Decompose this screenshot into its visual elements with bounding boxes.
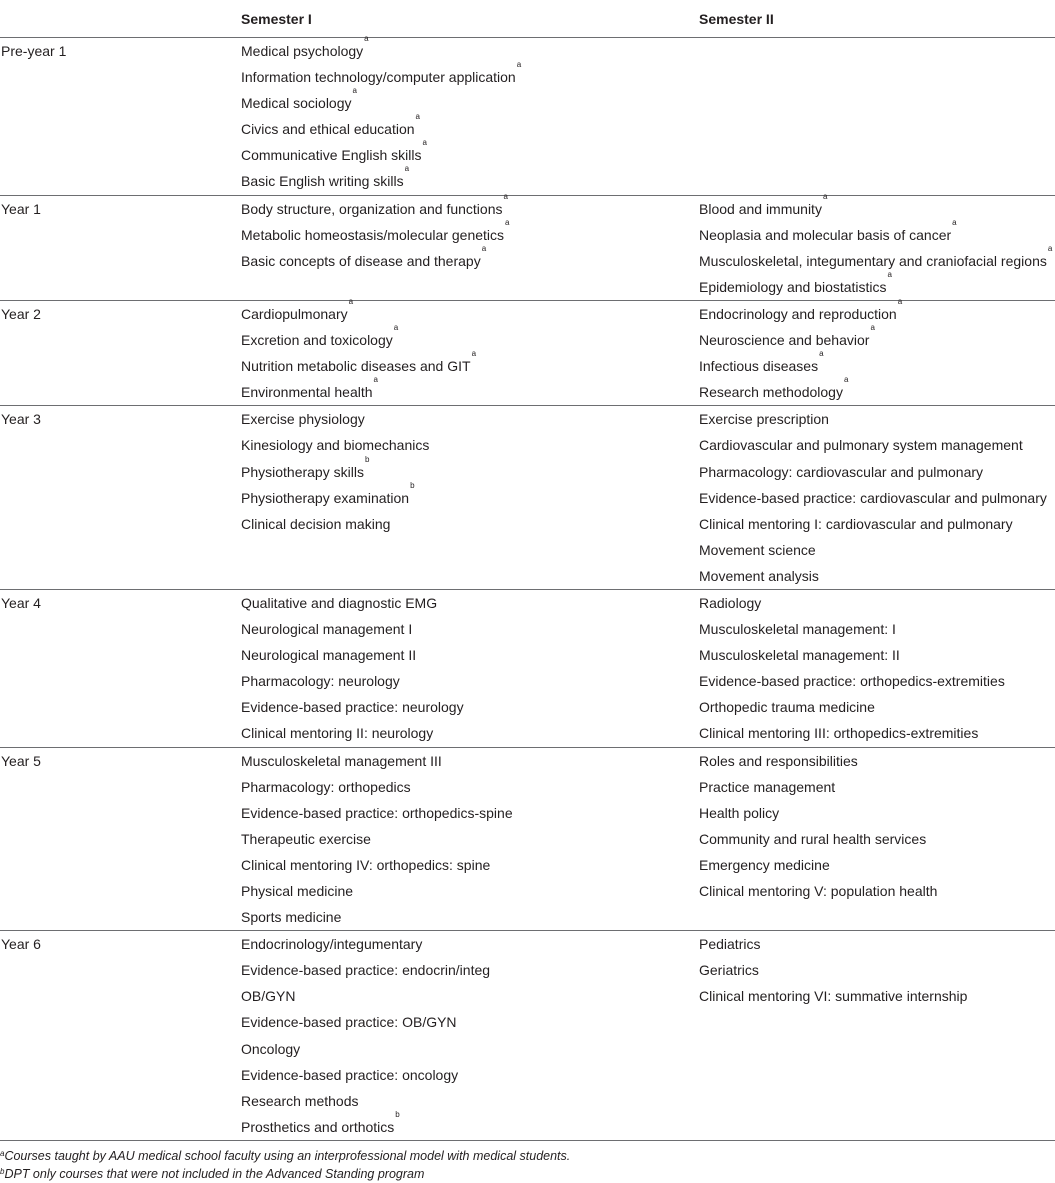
footnote-marker: a [352, 86, 357, 96]
year-label: Year 4 [1, 594, 41, 611]
course-name: Epidemiology and biostatistics [699, 278, 887, 295]
course-name: Orthopedic trauma medicine [699, 699, 875, 716]
course-list [699, 406, 1055, 589]
course-name: Clinical mentoring VI: summative internship [699, 988, 968, 1005]
header-semester-2: Semester II [699, 0, 1055, 38]
course-name: Neoplasia and molecular basis of cancer [699, 226, 952, 243]
footnote [0, 1165, 1055, 1183]
list-item [241, 1062, 699, 1088]
list-item [241, 511, 699, 537]
course-name: Physiotherapy skills [241, 463, 364, 480]
course-name: Research methodology [699, 384, 843, 401]
course-name: Evidence-based practice: endocrin/integ [241, 962, 491, 979]
list-item [241, 852, 699, 878]
list-item [241, 1009, 699, 1035]
year-label: Year 6 [1, 936, 41, 953]
course-list [699, 748, 1055, 905]
list-item [241, 748, 699, 774]
list-item [241, 931, 699, 957]
course-name: Metabolic homeostasis/molecular genetics [241, 226, 505, 243]
list-item [241, 217, 699, 248]
table-body [0, 34, 1055, 1141]
course-name: Cardiopulmonary [241, 305, 348, 322]
footnote-marker: a [897, 296, 903, 306]
list-item [241, 86, 699, 116]
table-row [0, 589, 1055, 747]
list-item [241, 480, 699, 511]
list-item [241, 694, 699, 720]
course-name: Basic English writing skills [241, 173, 404, 190]
list-item [241, 60, 699, 90]
course-name: Practice management [699, 778, 836, 795]
course-list [241, 191, 699, 274]
year-label: Year 5 [1, 752, 41, 769]
course-name: Qualitative and diagnostic EMG [241, 594, 438, 611]
course-name: Sports medicine [241, 909, 342, 926]
table-row [0, 931, 1055, 1141]
course-list [241, 34, 699, 195]
list-item [699, 459, 1055, 485]
list-item [699, 563, 1055, 589]
semester-1-cell [241, 34, 699, 196]
course-list [699, 191, 1055, 300]
course-list [699, 931, 1055, 1009]
course-name: Evidence-based practice: neurology [241, 699, 464, 716]
course-list [241, 590, 699, 747]
course-name: Community and rural health services [699, 830, 927, 847]
year-label: Year 2 [1, 305, 41, 322]
footnote-mark: b [0, 1166, 5, 1176]
course-name: Endocrinology/integumentary [241, 936, 423, 953]
list-item [241, 138, 699, 168]
footnote-marker: a [503, 191, 508, 201]
course-name: Musculoskeletal, integumentary and craniofacial regions [699, 252, 1047, 269]
course-name: Evidence-based practice: oncology [241, 1066, 459, 1083]
course-list [241, 748, 699, 931]
course-name: Emergency medicine [699, 856, 830, 873]
list-item [241, 904, 699, 930]
semester-2-cell [699, 931, 1055, 1141]
course-name: Research methods [241, 1092, 359, 1109]
footnote-marker: a [481, 243, 487, 253]
semester-1-cell [241, 931, 699, 1141]
list-item [699, 590, 1055, 616]
footnote-marker: a [822, 191, 828, 201]
course-name: Roles and responsibilities [699, 752, 858, 769]
course-name: Radiology [699, 594, 762, 611]
semester-1-cell [241, 296, 699, 405]
course-name: Pharmacology: cardiovascular and pulmonary [699, 463, 984, 480]
semester-1-cell [241, 191, 699, 300]
course-name: Evidence-based practice: orthopedics-extremities [699, 673, 1005, 690]
footnote-marker: a [819, 349, 824, 359]
list-item [699, 642, 1055, 668]
course-name: Civics and ethical education [241, 121, 415, 138]
course-name: Musculoskeletal management: II [699, 647, 900, 664]
list-item [241, 1036, 699, 1062]
list-item [699, 269, 1055, 300]
table-row [0, 747, 1055, 931]
semester-1-cell [241, 747, 699, 931]
table-row [0, 406, 1055, 590]
course-name: Clinical mentoring I: cardiovascular and pulmonary [699, 515, 1013, 532]
course-name: Body structure, organization and functions [241, 200, 503, 217]
list-item [241, 826, 699, 852]
semester-2-cell [699, 747, 1055, 931]
course-name: Oncology [241, 1040, 301, 1057]
list-item [699, 296, 1055, 327]
list-item [699, 432, 1055, 458]
list-item [699, 323, 1055, 353]
course-name: Movement analysis [699, 567, 819, 584]
course-name: Evidence-based practice: OB/GYN [241, 1014, 457, 1031]
course-name: Pediatrics [699, 936, 761, 953]
list-item [699, 748, 1055, 774]
course-name: Basic concepts of disease and therapy [241, 252, 481, 269]
list-item [699, 537, 1055, 563]
course-name: Blood and immunity [699, 200, 822, 217]
year-label: Year 3 [1, 411, 41, 428]
course-name: Communicative English skills [241, 147, 422, 164]
footnote-marker: b [395, 1109, 400, 1119]
course-name: Clinical decision making [241, 515, 391, 532]
semester-1-cell [241, 589, 699, 747]
list-item [241, 590, 699, 616]
header-row [0, 0, 1055, 38]
table-footnotes [0, 1141, 1055, 1183]
list-item [699, 485, 1055, 511]
list-item [699, 191, 1055, 222]
list-item [699, 616, 1055, 642]
header-year-column [0, 0, 241, 38]
table-header [0, 0, 1055, 38]
course-name: Environmental health [241, 384, 373, 401]
list-item [241, 1109, 699, 1140]
course-name: Pharmacology: neurology [241, 673, 400, 690]
list-item [241, 720, 699, 746]
footnote-marker: a [422, 138, 427, 148]
footnote-marker: a [471, 349, 477, 359]
list-item [241, 243, 699, 274]
header-semester-1: Semester I [241, 0, 699, 38]
course-name: Evidence-based practice: cardiovascular and pulmonary [699, 489, 1047, 506]
footnote-marker: a [1047, 243, 1053, 253]
list-item [699, 349, 1055, 379]
course-name: Musculoskeletal management: I [699, 621, 896, 638]
course-name: Clinical mentoring II: neurology [241, 725, 434, 742]
list-item [699, 852, 1055, 878]
list-item [241, 164, 699, 194]
list-item [699, 878, 1055, 904]
table-row [0, 300, 1055, 405]
course-name: Infectious diseases [699, 358, 819, 375]
semester-2-cell [699, 406, 1055, 590]
list-item [699, 774, 1055, 800]
list-item [699, 694, 1055, 720]
course-name: Neurological management II [241, 647, 417, 664]
list-item [699, 931, 1055, 957]
list-item [699, 983, 1055, 1009]
list-item [241, 983, 699, 1009]
list-item [699, 957, 1055, 983]
course-name: Musculoskeletal management III [241, 752, 442, 769]
list-item [241, 1088, 699, 1114]
list-item [241, 432, 699, 458]
course-name: Medical sociology [241, 95, 352, 112]
list-item [699, 720, 1055, 746]
footnote-marker: a [516, 60, 522, 70]
footnote-text: Courses taught by AAU medical school faculty using an interprofessional model with medical students. [4, 1148, 571, 1163]
course-name: Geriatrics [699, 962, 759, 979]
list-item [699, 800, 1055, 826]
list-item [241, 323, 699, 353]
footnote-marker: a [415, 112, 420, 122]
year-label: Year 1 [1, 200, 41, 217]
course-name: Physiotherapy examination [241, 489, 410, 506]
footnote-marker: a [404, 164, 410, 174]
footnote-marker: a [505, 217, 510, 227]
list-item [241, 454, 699, 485]
course-name: Endocrinology and reproduction [699, 305, 897, 322]
course-name: Neuroscience and behavior [699, 332, 870, 349]
course-name: Nutrition metabolic diseases and GIT [241, 358, 471, 375]
list-item [699, 406, 1055, 432]
course-name: OB/GYN [241, 988, 296, 1005]
list-item [241, 34, 699, 64]
list-item [241, 878, 699, 904]
course-list [241, 296, 699, 405]
course-name: Health policy [699, 804, 780, 821]
course-name: Neurological management I [241, 621, 413, 638]
course-list [699, 296, 1055, 405]
list-item [699, 668, 1055, 694]
course-name: Movement science [699, 541, 816, 558]
course-name: Therapeutic exercise [241, 830, 371, 847]
list-item [241, 800, 699, 826]
list-item [241, 957, 699, 983]
course-name: Information technology/computer application [241, 69, 516, 86]
footnote-text: DPT only courses that were not included in the Advanced Standing program [4, 1166, 425, 1181]
list-item [241, 112, 699, 142]
list-item [241, 191, 699, 222]
footnote-marker: a [373, 375, 378, 385]
course-list [241, 931, 699, 1140]
footnote-marker: a [870, 323, 875, 333]
course-list [699, 590, 1055, 747]
list-item [241, 406, 699, 432]
footnote-marker: a [393, 323, 399, 333]
list-item [699, 217, 1055, 248]
footnote-marker: a [843, 375, 849, 385]
footnote-marker: a [348, 296, 354, 306]
footnote-marker: b [410, 480, 415, 490]
semester-2-cell [699, 191, 1055, 300]
course-name: Clinical mentoring III: orthopedics-extremities [699, 725, 979, 742]
list-item [699, 375, 1055, 405]
semester-2-cell [699, 589, 1055, 747]
course-name: Excretion and toxicology [241, 332, 393, 349]
list-item [241, 616, 699, 642]
semester-1-cell [241, 406, 699, 590]
list-item [241, 774, 699, 800]
list-item [699, 511, 1055, 537]
course-name: Medical psychology [241, 43, 364, 59]
footnote [0, 1147, 1055, 1165]
course-name: Kinesiology and biomechanics [241, 437, 430, 454]
footnote-marker: a [952, 217, 957, 227]
semester-2-cell [699, 296, 1055, 405]
course-name: Prosthetics and orthotics [241, 1118, 395, 1135]
semester-2-cell [699, 38, 1055, 196]
footnote-marker: a [887, 269, 892, 279]
course-name: Cardiovascular and pulmonary system management [699, 437, 1023, 454]
table-row [0, 195, 1055, 300]
footnote-marker: b [364, 454, 370, 464]
course-name: Physical medicine [241, 883, 354, 899]
year-label: Pre-year 1 [1, 43, 67, 59]
footnote-mark: a [0, 1148, 5, 1158]
course-name: Clinical mentoring IV: orthopedics: spine [241, 856, 491, 873]
list-item [241, 668, 699, 694]
list-item [699, 826, 1055, 852]
footnote-marker: a [364, 34, 369, 43]
list-item [241, 296, 699, 327]
list-item [241, 349, 699, 379]
course-name: Clinical mentoring V: population health [699, 883, 938, 899]
course-name: Evidence-based practice: orthopedics-spine [241, 804, 513, 821]
course-list [241, 406, 699, 536]
list-item [241, 375, 699, 405]
table-row [0, 38, 1055, 196]
course-name: Exercise prescription [699, 411, 829, 428]
list-item [241, 642, 699, 668]
course-name: Pharmacology: orthopedics [241, 778, 411, 795]
list-item [699, 243, 1055, 274]
course-name: Exercise physiology [241, 411, 365, 428]
